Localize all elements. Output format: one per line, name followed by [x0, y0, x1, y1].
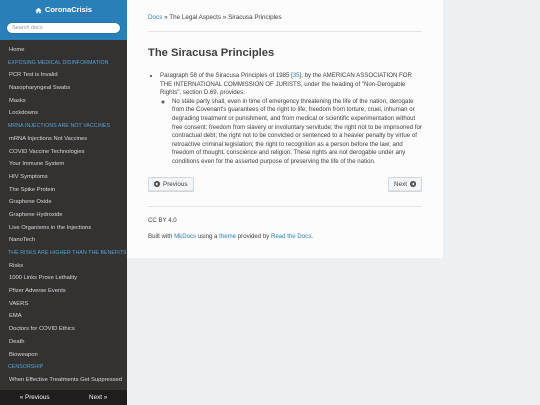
breadcrumb-separator: »	[221, 14, 229, 21]
sidebar-item-your-immune-system[interactable]: Your Immune System	[9, 161, 65, 168]
sidebar-caption-the-risks-are-higher-than-the-benefits: THE RISKS ARE HIGHER THAN THE BENEFITS	[8, 250, 127, 256]
breadcrumb-section: The Legal Aspects	[169, 14, 222, 21]
divider	[148, 31, 422, 32]
search-input[interactable]	[6, 22, 121, 34]
list-item	[160, 72, 422, 167]
page-pager	[148, 177, 422, 192]
built-with-text	[148, 233, 422, 240]
sidebar-pager	[0, 390, 127, 405]
breadcrumb-docs-link[interactable]: Docs	[148, 14, 163, 21]
sidebar	[0, 0, 127, 405]
brand-link[interactable]	[6, 4, 121, 16]
next-button[interactable]	[388, 177, 422, 192]
breadcrumb-current: Siracusa Principles	[228, 14, 282, 21]
breadcrumb	[148, 12, 422, 24]
theme-link[interactable]: theme	[219, 232, 237, 240]
sidebar-item-nasopharyngeal-swabs[interactable]: Nasopharyngeal Swabs	[9, 85, 71, 92]
main-area	[127, 0, 540, 405]
sidebar-item-pcr-test-is-invalid[interactable]: PCR Test is Invalid	[9, 72, 58, 79]
divider	[148, 206, 422, 207]
sidebar-item-mrna-injections-not-vaccines[interactable]: mRNA Injections Not Vaccines	[9, 135, 88, 142]
sidebar-item-graphene-oxide[interactable]: Graphene Oxide	[9, 199, 52, 206]
nested-list	[160, 98, 422, 167]
home-icon	[35, 7, 42, 14]
sidebar-item-masks[interactable]: Masks	[9, 97, 26, 104]
license-text: CC BY 4.0	[148, 216, 177, 224]
sidebar-caption-mrna-injections-are-not-vaccines: MRNA INJECTIONS ARE NOT VACCINES	[8, 123, 111, 130]
read-the-docs-link[interactable]: Read the Docs	[270, 232, 312, 240]
next-label: Next	[394, 180, 407, 188]
sidebar-item-pfizer-adverse-events[interactable]: Pfizer Adverse Events	[9, 288, 66, 295]
sidebar-item-graphene-hydroxide[interactable]: Graphene Hydroxide	[9, 211, 63, 218]
sidebar-item-1000-links-prove-lethality[interactable]: 1000 Links Prove Lethality	[9, 275, 77, 282]
sidebar-item-hiv-symptoms[interactable]: HIV Symptoms	[9, 173, 48, 180]
nested-list-item: ◦ No state party shall, even in time of emergency threatening the life of the nation, derogate from the Covenant's guarantees of the right to life; freedom from torture, cruel, inhuman or degrading treatment or punishment, and from medical or scientific experimentation without free consent; freedom from slavery or involuntary servitude; the right not to be imprisoned for contractual debt; the right not to be convicted or sentenced to a heavier penalty by virtue of retroactive criminal legislation; the right to recognition as a person before the law; and freedom of thought, conscience and religion. These rights are not derogable under any conditions even for the asserted purpose of preserving the life of the nation.	[172, 98, 422, 167]
sidebar-item-ema[interactable]: EMA	[9, 313, 22, 320]
sidebar-header	[0, 0, 127, 40]
paragraph-text: Paragraph 58 of the Siracusa Principles of 1985 [	[160, 72, 293, 79]
sidebar-item-covid-vaccine-technologies[interactable]: COVID Vaccine Technologies	[9, 148, 85, 155]
sidebar-item-bioweapon[interactable]: Bioweapon	[9, 351, 38, 358]
previous-label: Previous	[163, 180, 188, 188]
mkdocs-link[interactable]: MkDocs	[174, 232, 197, 240]
footer-text: .	[311, 232, 313, 240]
page-title: The Siracusa Principles	[148, 47, 275, 59]
footer-text: provided by	[236, 232, 271, 240]
circle-arrow-left-icon	[154, 181, 160, 187]
sidebar-item-nanotech[interactable]: NanoTech	[9, 237, 36, 244]
sidebar-next-link[interactable]: Next »	[89, 394, 108, 401]
breadcrumb-separator: »	[162, 14, 170, 21]
sidebar-previous-link[interactable]: « Previous	[19, 394, 50, 401]
sidebar-item-when-effective-treatments-get-suppressed[interactable]: When Effective Treatments Get Suppressed	[9, 376, 122, 383]
sidebar-item-live-organisms-in-the-injections[interactable]: Live Organisms in the Injections	[9, 224, 92, 231]
footer-text: Built with	[148, 232, 175, 240]
sidebar-item-home[interactable]: Home	[9, 47, 25, 53]
sidebar-item-doctors-for-covid-ethics[interactable]: Doctors for COVID Ethics	[9, 326, 75, 333]
sidebar-item-lockdowns[interactable]: Lockdowns	[9, 110, 39, 117]
sidebar-caption-exposing-medical-disinformation: EXPOSING MEDICAL DISINFORMATION	[8, 59, 109, 66]
reference-link[interactable]: 35	[292, 72, 300, 79]
previous-button[interactable]	[148, 177, 194, 192]
content-panel	[127, 0, 443, 258]
brand-label: CoronaCrisis	[44, 5, 93, 14]
sidebar-item-the-spike-protein[interactable]: The Spike Protein	[9, 186, 56, 193]
sidebar-item-death[interactable]: Death	[9, 338, 25, 345]
content-list	[148, 72, 422, 167]
footer-text: using a	[196, 232, 220, 240]
sidebar-caption-censorship: CENSORSHIP	[8, 364, 44, 371]
sidebar-item-risks[interactable]: Risks	[9, 262, 24, 269]
paragraph-text: ], by the AMERICAN ASSOCIATION FOR THE INTERNATIONAL COMMISSION OF JURISTS, under the heading of "Non-Derogable Rights", section D.69, provides:	[160, 72, 412, 97]
circle-arrow-right-icon	[410, 181, 416, 187]
sidebar-item-vaers[interactable]: VAERS	[9, 300, 29, 307]
sidebar-nav	[0, 40, 127, 387]
